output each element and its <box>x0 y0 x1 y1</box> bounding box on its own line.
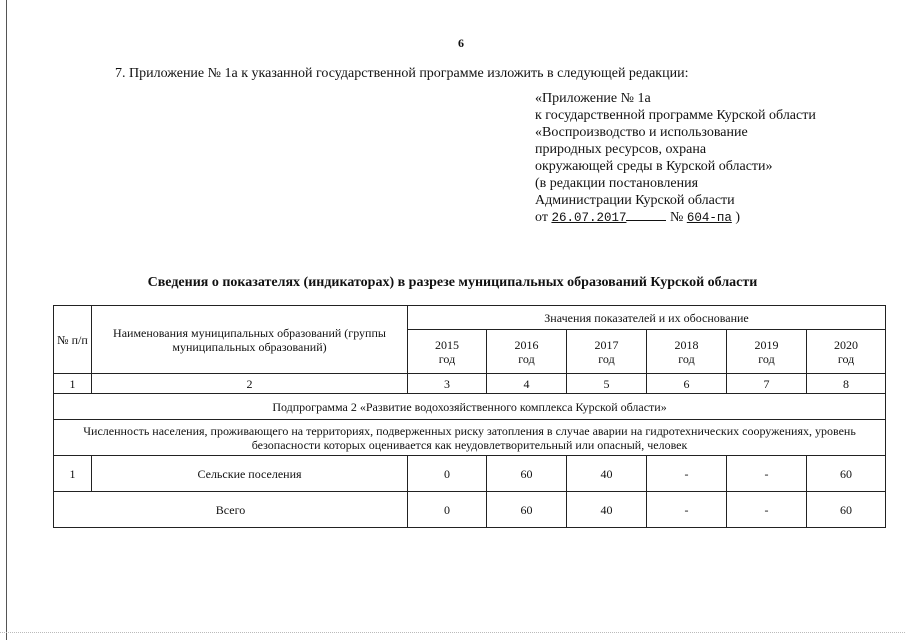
row-value: 60 <box>807 456 886 492</box>
indicator-row <box>54 420 886 456</box>
intro-paragraph: 7. Приложение № 1а к указанной государственной программе изложить в следующей редакции: <box>115 66 689 81</box>
header-num: № п/п <box>54 306 92 374</box>
header-values: Значения показателей и их обоснование <box>408 306 886 330</box>
index-row <box>54 374 886 394</box>
appendix-line: (в редакции постановления <box>535 176 699 191</box>
row-num: 1 <box>54 456 92 492</box>
total-value: 0 <box>408 492 487 528</box>
index-cell: 6 <box>647 374 727 394</box>
header-year: 2017 год <box>567 330 647 374</box>
scan-noise-line <box>0 632 905 634</box>
appendix-header <box>535 90 816 227</box>
row-value: 60 <box>487 456 567 492</box>
index-cell: 3 <box>408 374 487 394</box>
row-value: - <box>727 456 807 492</box>
table-row <box>54 456 886 492</box>
index-cell: 7 <box>727 374 807 394</box>
appendix-line: «Воспроизводство и использование <box>535 125 748 140</box>
appendix-line: природных ресурсов, охрана <box>535 142 707 157</box>
total-value: - <box>647 492 727 528</box>
index-cell: 8 <box>807 374 886 394</box>
appendix-line: Администрации Курской области <box>535 193 735 208</box>
appendix-line: к государственной программе Курской области <box>535 108 816 123</box>
total-value: 60 <box>487 492 567 528</box>
indicators-table <box>53 305 886 528</box>
page-number: 6 <box>458 36 464 50</box>
close-paren: ) <box>735 210 740 225</box>
row-value: 0 <box>408 456 487 492</box>
index-cell: 4 <box>487 374 567 394</box>
date-underline <box>626 219 666 221</box>
index-cell: 1 <box>54 374 92 394</box>
header-year: 2016 год <box>487 330 567 374</box>
resolution-number: 604-па <box>686 211 732 225</box>
header-year: 2019 год <box>727 330 807 374</box>
index-cell: 5 <box>567 374 647 394</box>
resolution-date: 26.07.2017 <box>551 211 627 225</box>
row-name: Сельские поселения <box>92 456 408 492</box>
row-value: 40 <box>567 456 647 492</box>
number-prefix: № <box>669 210 684 225</box>
total-value: 60 <box>807 492 886 528</box>
total-label: Всего <box>54 492 408 528</box>
table-title: Сведения о показателях (индикаторах) в разрезе муниципальных образований Курской области <box>147 275 758 290</box>
page-left-edge <box>6 0 7 640</box>
header-name: Наименования муниципальных образований (группы муниципальных образований) <box>92 306 408 374</box>
header-year: 2020 год <box>807 330 886 374</box>
appendix-line: окружающей среды в Курской области» <box>535 159 773 174</box>
appendix-date-line <box>535 209 816 227</box>
total-value: - <box>727 492 807 528</box>
header-year: 2015 год <box>408 330 487 374</box>
index-cell: 2 <box>92 374 408 394</box>
indicator-description: Численность населения, проживающего на территориях, подверженных риску затопления в случае аварии на гидротехнических сооружениях, уровень безопасности которых оценивается как неудовлетворительный или опасный, человек <box>54 420 886 456</box>
from-prefix: от <box>535 210 548 225</box>
total-row <box>54 492 886 528</box>
header-year: 2018 год <box>647 330 727 374</box>
subprogram-title: Подпрограмма 2 «Развитие водохозяйственного комплекса Курской области» <box>54 394 886 420</box>
row-value: - <box>647 456 727 492</box>
appendix-line: «Приложение № 1а <box>535 91 651 106</box>
total-value: 40 <box>567 492 647 528</box>
subprogram-row <box>54 394 886 420</box>
